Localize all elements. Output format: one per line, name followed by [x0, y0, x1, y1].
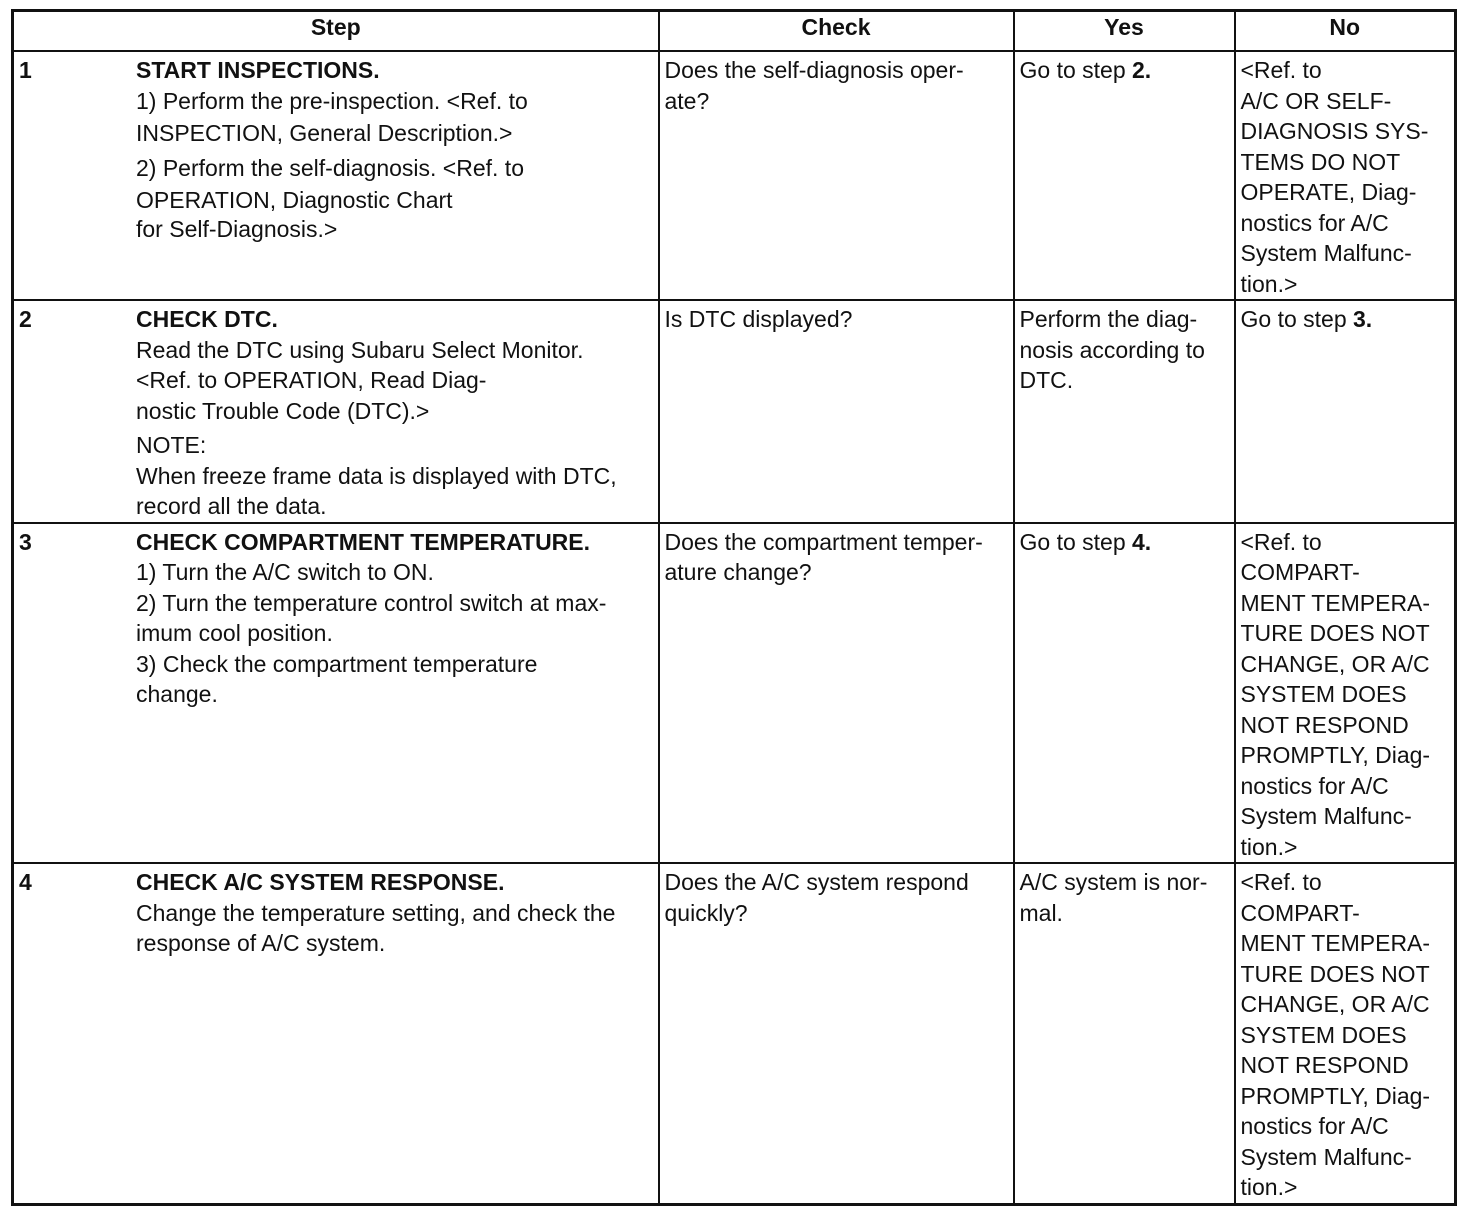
header-yes: Yes [1014, 11, 1235, 52]
no-line: <Ref. to [1240, 528, 1322, 555]
no-step-ref: 3. [1353, 306, 1373, 332]
no-line: nostics for A/C [1240, 772, 1389, 799]
step-cell [13, 863, 659, 1204]
no-cell [1235, 300, 1456, 523]
check-line: ate? [664, 87, 710, 114]
step-number: 1 [19, 57, 32, 83]
check-line: Does the compartment temper- [664, 528, 983, 555]
no-line: CHANGE, OR A/C [1240, 991, 1430, 1017]
yes-text: Go to step [1019, 57, 1133, 83]
no-line: TURE DOES NOT [1240, 620, 1430, 646]
yes-text: Go to step [1019, 528, 1133, 555]
step-line: <Ref. to OPERATION, Read Diag- [136, 367, 487, 393]
no-line: SYSTEM DOES [1240, 681, 1407, 707]
step-line: imum cool position. [136, 620, 333, 646]
step-line: 1) Perform the pre-inspection. <Ref. to [136, 87, 528, 114]
no-line: NOT RESPOND [1240, 1052, 1409, 1078]
yes-cell [1014, 863, 1235, 1204]
no-line: PROMPTLY, Diag- [1240, 1082, 1431, 1109]
no-line: OPERATE, Diag- [1240, 179, 1417, 205]
step-line: for Self-Diagnosis.> [136, 215, 338, 242]
no-line: MENT TEMPERA- [1240, 589, 1431, 616]
check-cell [659, 523, 1014, 864]
no-line: CHANGE, OR A/C [1240, 650, 1430, 677]
yes-cell [1014, 300, 1235, 523]
no-line: TURE DOES NOT [1240, 960, 1430, 987]
no-line: PROMPTLY, Diag- [1240, 742, 1431, 768]
step-line: change. [136, 681, 218, 707]
step-line: record all the data. [136, 493, 327, 519]
check-line: Is DTC displayed? [664, 306, 853, 332]
step-title: START INSPECTIONS. [136, 57, 380, 83]
header-check: Check [659, 11, 1014, 52]
step-line: 3) Check the compartment temperature [136, 650, 538, 677]
header-step: Step [13, 11, 659, 52]
no-line: nostics for A/C [1240, 1113, 1389, 1139]
note-label: NOTE: [136, 432, 207, 458]
step-line: 1) Turn the A/C switch to ON. [136, 559, 434, 585]
yes-cell [1014, 51, 1235, 300]
table-row [13, 523, 1456, 864]
no-line: System Malfunc- [1240, 240, 1412, 266]
step-line: 2) Perform the self-diagnosis. <Ref. to [136, 154, 524, 181]
no-line: A/C OR SELF- [1240, 87, 1392, 114]
step-cell [13, 523, 659, 864]
check-line: quickly? [664, 899, 748, 926]
no-line: COMPART- [1240, 899, 1360, 926]
yes-step-ref: 2. [1132, 57, 1152, 83]
step-line: Read the DTC using Subaru Select Monitor. [136, 336, 584, 363]
check-cell [659, 863, 1014, 1204]
check-cell [659, 51, 1014, 300]
check-cell [659, 300, 1014, 523]
no-cell [1235, 523, 1456, 864]
step-number: 4 [19, 869, 32, 895]
step-title: CHECK A/C SYSTEM RESPONSE. [136, 869, 505, 895]
step-title: CHECK DTC. [136, 306, 278, 332]
no-cell [1235, 51, 1456, 300]
yes-step-ref: 4. [1132, 528, 1152, 555]
no-line: SYSTEM DOES [1240, 1021, 1407, 1048]
yes-line: DTC. [1019, 367, 1074, 393]
step-cell [13, 51, 659, 300]
no-line: DIAGNOSIS SYS- [1240, 118, 1429, 144]
no-line: TEMS DO NOT [1240, 148, 1401, 175]
no-text: Go to step [1240, 306, 1354, 332]
yes-line: mal. [1019, 899, 1063, 926]
step-line: nostic Trouble Code (DTC).> [136, 397, 430, 424]
yes-line: A/C system is nor- [1019, 869, 1208, 895]
no-line: <Ref. to [1240, 57, 1322, 83]
no-line: NOT RESPOND [1240, 711, 1409, 738]
no-line: nostics for A/C [1240, 209, 1389, 236]
header-no: No [1235, 11, 1456, 52]
step-line: OPERATION, Diagnostic Chart [136, 187, 453, 213]
no-line: tion.> [1240, 833, 1298, 860]
no-cell [1235, 863, 1456, 1204]
check-line: ature change? [664, 559, 812, 585]
table-row [13, 51, 1456, 300]
check-line: Does the self-diagnosis oper- [664, 57, 964, 83]
no-line: <Ref. to [1240, 869, 1322, 895]
no-line: tion.> [1240, 1174, 1298, 1200]
step-line: Change the temperature setting, and check the [136, 899, 616, 926]
step-line: INSPECTION, General Description.> [136, 120, 513, 146]
step-title: CHECK COMPARTMENT TEMPERATURE. [136, 528, 591, 555]
step-line: 2) Turn the temperature control switch at max- [136, 589, 607, 616]
step-number: 2 [19, 306, 32, 332]
no-line: MENT TEMPERA- [1240, 930, 1431, 956]
diagnostic-table [11, 9, 1457, 1206]
yes-line: Perform the diag- [1019, 306, 1198, 332]
table-row [13, 300, 1456, 523]
step-cell [13, 300, 659, 523]
no-line: tion.> [1240, 270, 1298, 297]
step-line: When freeze frame data is displayed with DTC, [136, 462, 617, 489]
yes-cell [1014, 523, 1235, 864]
header-row [13, 11, 1456, 52]
no-line: COMPART- [1240, 559, 1360, 585]
check-line: Does the A/C system respond [664, 869, 969, 895]
step-number: 3 [19, 528, 32, 555]
yes-line: nosis according to [1019, 336, 1205, 363]
no-line: System Malfunc- [1240, 803, 1412, 829]
table-row [13, 863, 1456, 1204]
no-line: System Malfunc- [1240, 1143, 1412, 1170]
step-line: response of A/C system. [136, 930, 386, 956]
